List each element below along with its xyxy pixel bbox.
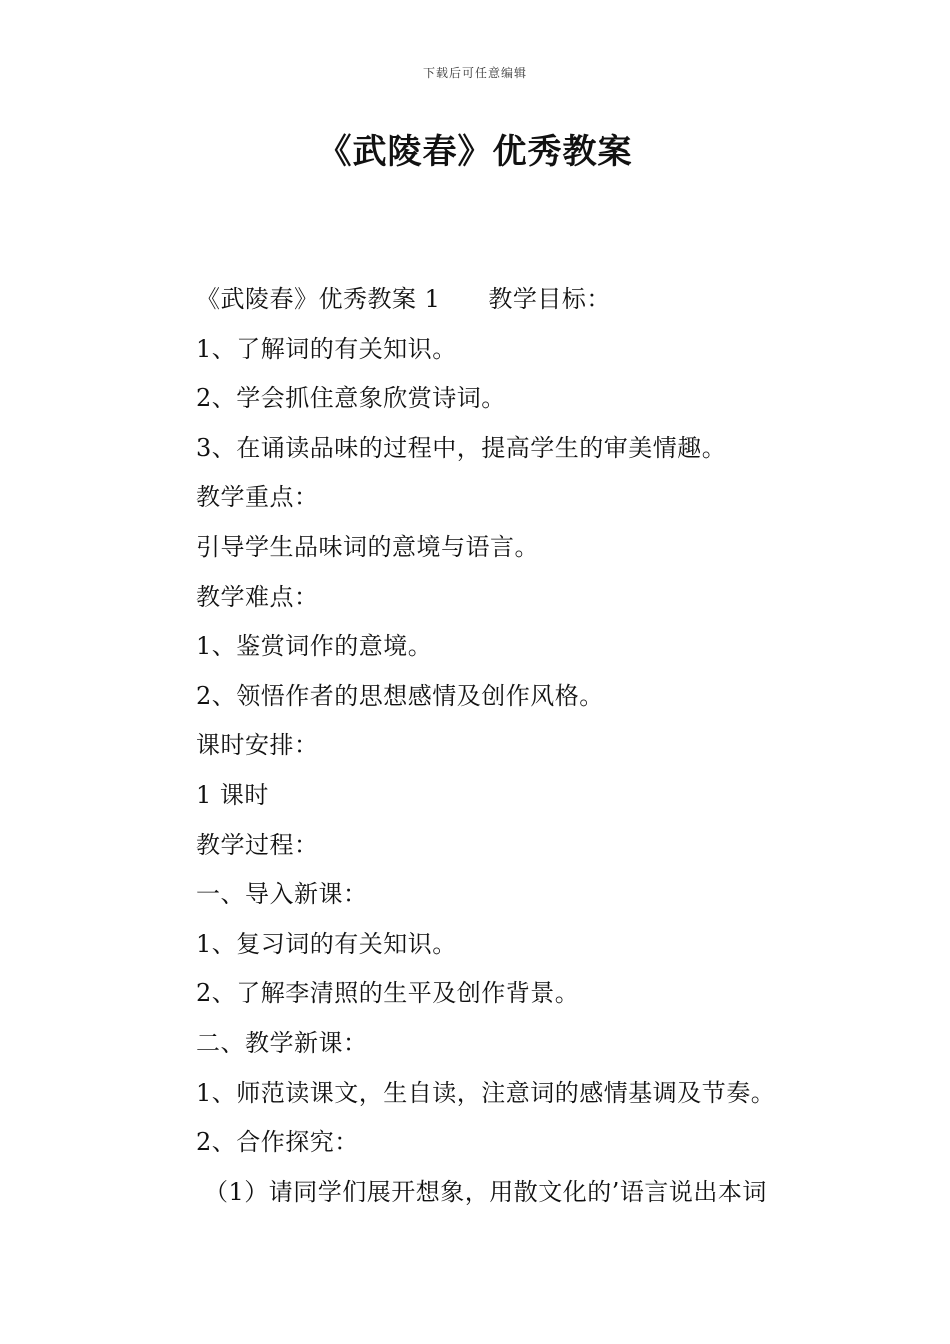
body-line-heading [196, 282, 836, 332]
body-line: 2、合作探究： [196, 1128, 359, 1157]
body-line: 3、在诵读品味的过程中，提高学生的审美情趣。 [196, 433, 727, 462]
body-line: 1、了解词的有关知识。 [196, 334, 457, 363]
lesson-plan-label: 《武陵春》优秀教案 1 [196, 285, 441, 313]
body-line: 1、鉴赏词作的意境。 [196, 632, 433, 661]
body-line: 引导学生品味词的意境与语言。 [196, 532, 539, 561]
body-line: 1、复习词的有关知识。 [196, 929, 457, 958]
page-header-note: 下载后可任意编辑 [422, 66, 527, 80]
body-line: 课时安排： [196, 731, 319, 760]
teaching-objectives-label: 教学目标： [488, 285, 611, 313]
body-line: 2、学会抓住意象欣赏诗词。 [196, 384, 506, 413]
body-line: 教学过程： [196, 830, 319, 859]
document-title: 《武陵春》优秀教案 [317, 132, 633, 172]
body-line: 二、教学新课： [196, 1028, 368, 1057]
body-line: 2、领悟作者的思想感情及创作风格。 [196, 681, 604, 710]
body-line: 1、师范读课文，生自读，注意词的感情基调及节奏。 [196, 1078, 776, 1107]
body-line: 教学难点： [196, 582, 319, 611]
body-line: 1 课时 [196, 780, 269, 809]
body-line: 教学重点： [196, 483, 319, 512]
body-line: （1）请同学们展开想象，用散文化的’语言说出本词 [204, 1177, 767, 1206]
document-body [196, 282, 836, 1224]
body-line: 一、导入新课： [196, 880, 368, 909]
body-line: 2、了解李清照的生平及创作背景。 [196, 979, 580, 1008]
